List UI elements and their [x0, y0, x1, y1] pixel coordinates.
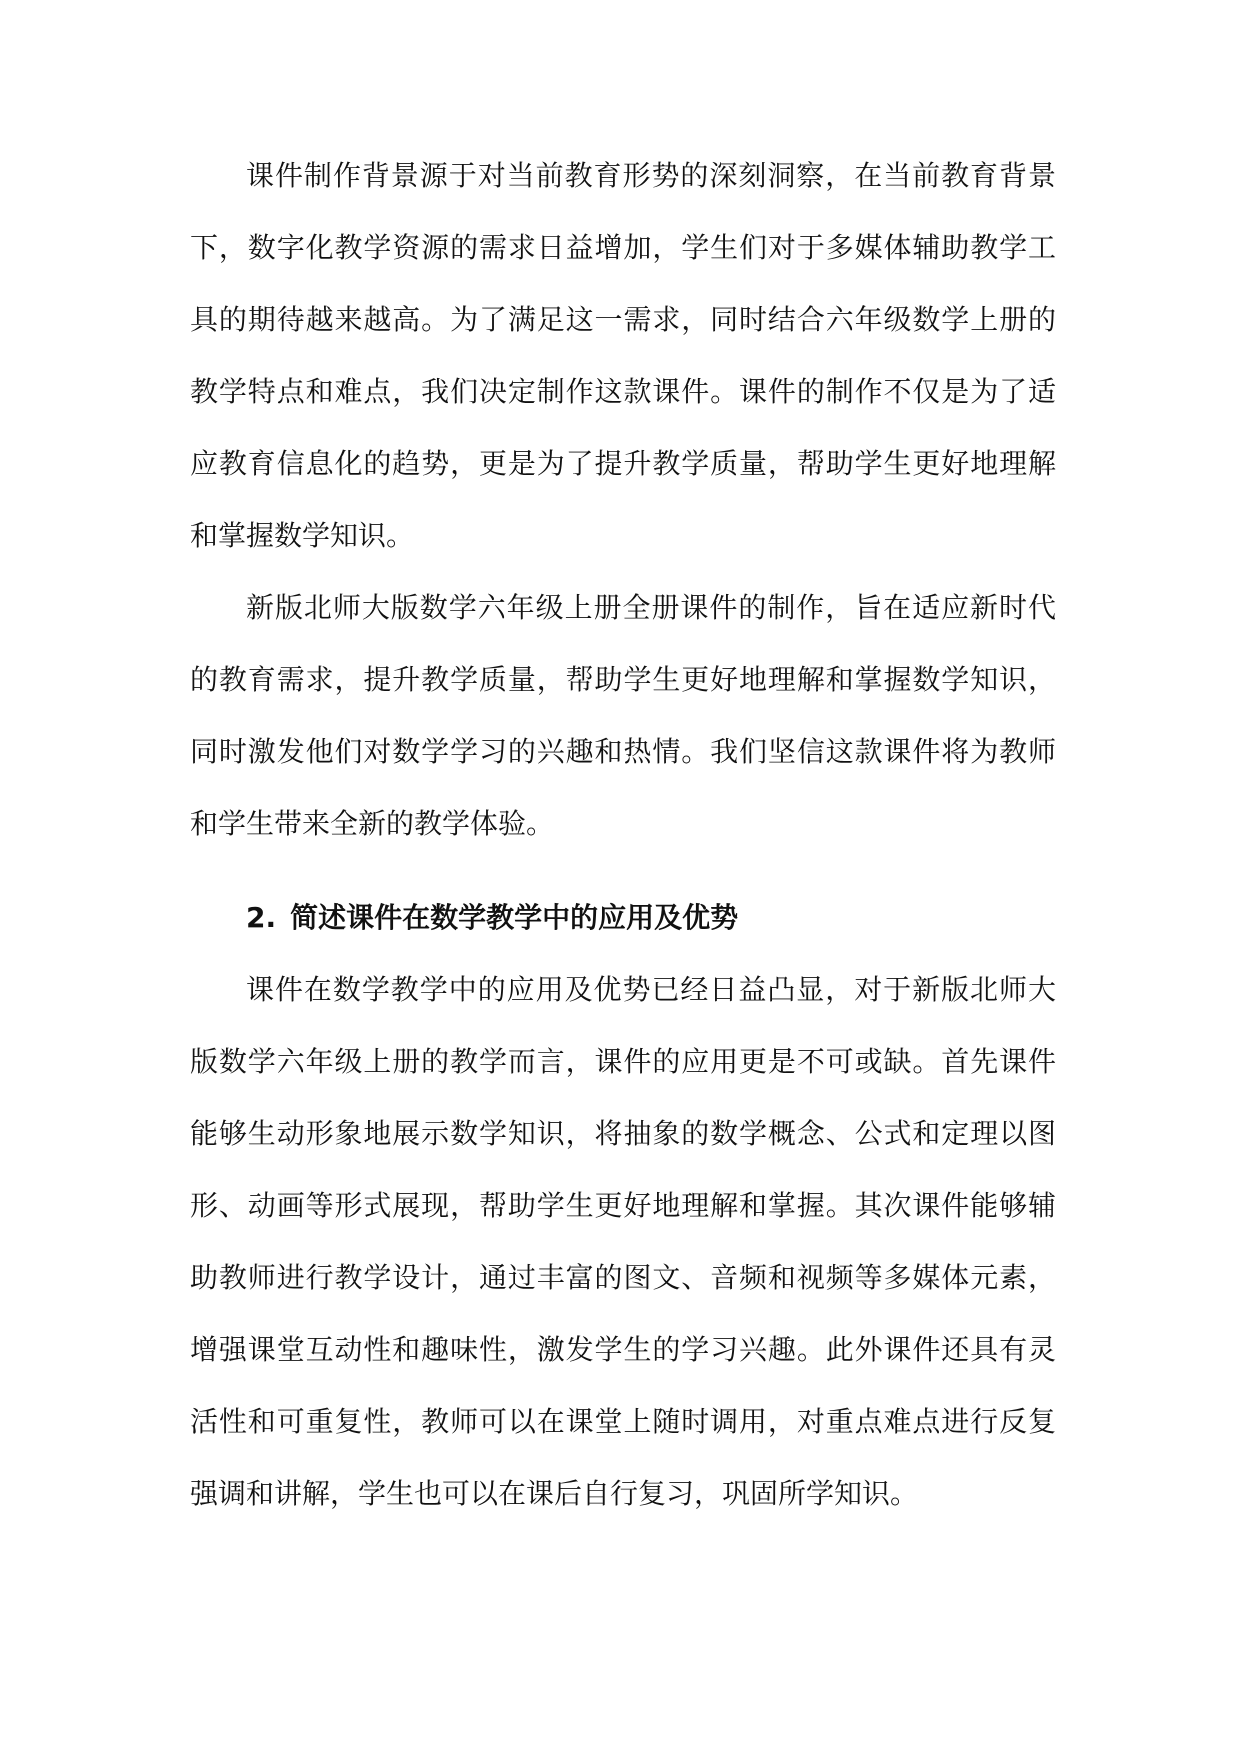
- paragraph-purpose: 新版北师大版数学六年级上册全册课件的制作，旨在适应新时代的教育需求，提升教学质量，帮助学生更好地理解和掌握数学知识，同时激发他们对数学学习的兴趣和热情。我们坚信这款课件将为教师和学生带来全新的教学体验。: [190, 591, 1056, 840]
- paragraph-background: 课件制作背景源于对当前教育形势的深刻洞察，在当前教育背景下，数字化教学资源的需求日益增加，学生们对于多媒体辅助教学工具的期待越来越高。为了满足这一需求，同时结合六年级数学上册的教学特点和难点，我们决定制作这款课件。课件的制作不仅是为了适应教育信息化的趋势，更是为了提升教学质量，帮助学生更好地理解和掌握数学知识。: [190, 159, 1056, 552]
- paragraph-application: 课件在数学教学中的应用及优势已经日益凸显，对于新版北师大版数学六年级上册的教学而言，课件的应用更是不可或缺。首先课件能够生动形象地展示数学知识，将抽象的数学概念、公式和定理以图形、动画等形式展现，帮助学生更好地理解和掌握。其次课件能够辅助教师进行教学设计，通过丰富的图文、音频和视频等多媒体元素，增强课堂互动性和趣味性，激发学生的学习兴趣。此外课件还具有灵活性和可重复性，教师可以在课堂上随时调用，对重点难点进行反复强调和讲解，学生也可以在课后自行复习，巩固所学知识。: [190, 973, 1056, 1510]
- section-heading: [190, 882, 1056, 954]
- section-heading-number: 2.: [246, 901, 277, 934]
- document-body: [190, 140, 1056, 1530]
- section-heading-title: 简述课件在数学教学中的应用及优势: [290, 901, 739, 934]
